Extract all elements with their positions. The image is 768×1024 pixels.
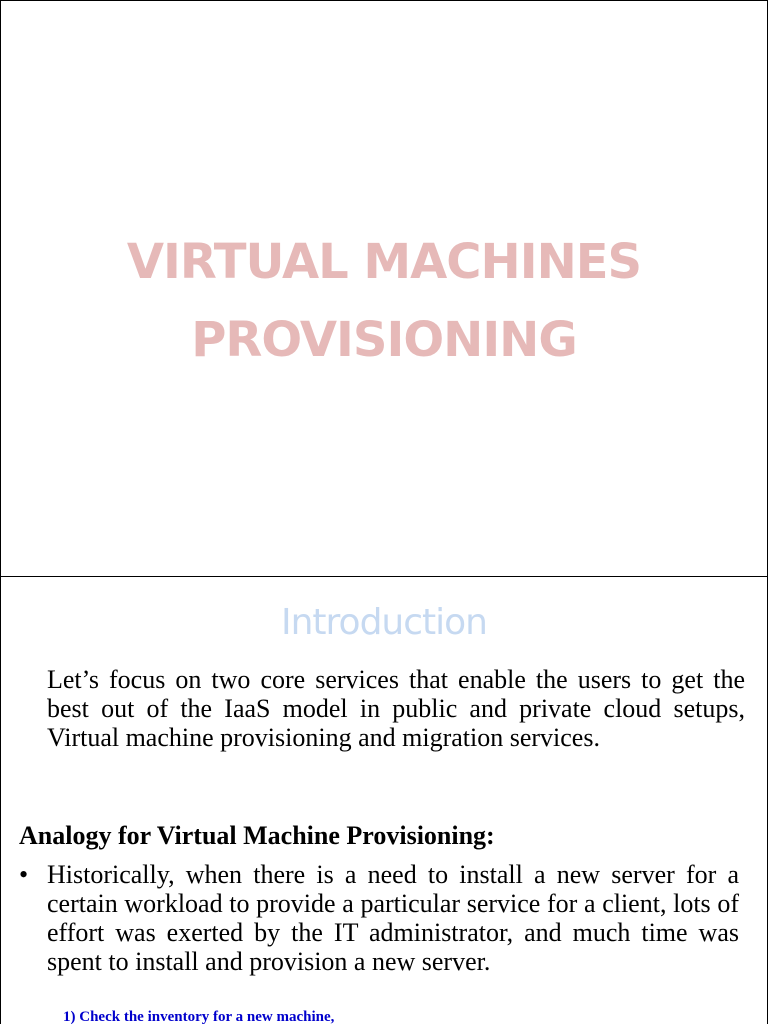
introduction-heading: Introduction xyxy=(280,602,487,643)
bullet-item xyxy=(19,860,739,976)
slide-title-heading xyxy=(1,223,767,379)
title-line-2: PROVISIONING xyxy=(191,312,577,368)
intro-paragraph: Let’s focus on two core services that enable the users to get the best out of the IaaS model in public and private cloud setups, Virtual machine provisioning and migration services. xyxy=(47,665,745,752)
bullet-text: Historically, when there is a need to install a new server for a certain workload to provide a particular service for a client, lots of effort was exerted by the IT administrator, and much time was spent to install and provision a new server. xyxy=(47,860,739,976)
bullet-dot-icon: • xyxy=(19,860,29,889)
analogy-heading: Analogy for Virtual Machine Provisioning: xyxy=(19,821,495,850)
slide-introduction xyxy=(0,576,768,1024)
step-1-text: 1) Check the inventory for a new machine, xyxy=(63,1009,335,1024)
title-line-1: VIRTUAL MACHINES xyxy=(126,234,642,290)
